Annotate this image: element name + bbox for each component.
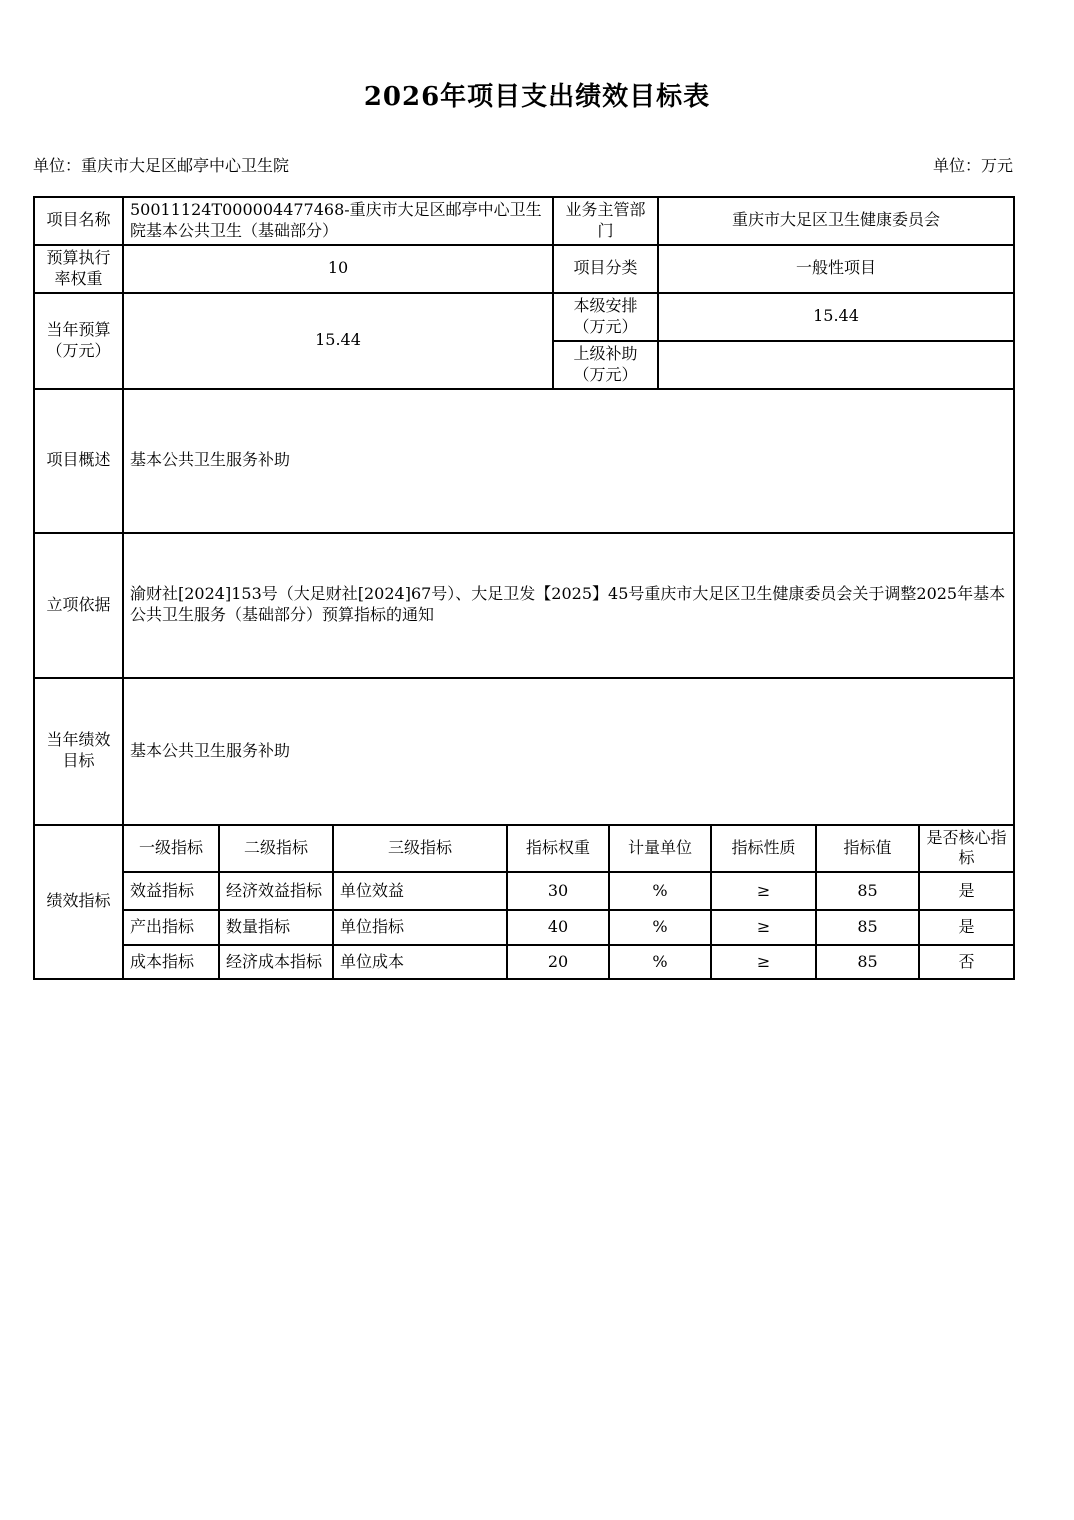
dept-label: 业务主管部门: [553, 197, 658, 245]
indicator-cell-level1: 效益指标: [123, 872, 219, 910]
indicator-cell-nature: ≥: [711, 910, 816, 945]
performance-target-table: [33, 196, 1015, 980]
indicator-row: [34, 910, 1014, 945]
unit-currency-label: 单位：万元: [932, 156, 1013, 175]
indicator-cell-value: 85: [816, 910, 919, 945]
exec-rate-value: 10: [123, 245, 553, 293]
budget-label: 当年预算（万元）: [34, 293, 123, 389]
row-basis: [34, 533, 1014, 678]
overview-value: 基本公共卫生服务补助: [123, 389, 1014, 533]
row-project-name: [34, 197, 1014, 245]
indicator-cell-weight: 40: [507, 910, 609, 945]
indicator-cell-unit: %: [609, 945, 711, 979]
project-name-label: 项目名称: [34, 197, 123, 245]
basis-value: 渝财社[2024]153号（大足财社[2024]67号）、大足卫发【2025】45号重庆市大足区卫生健康委员会关于调整2025年基本公共卫生服务（基础部分）预算指标的通知: [123, 533, 1014, 678]
indicator-cell-core: 是: [919, 872, 1014, 910]
page-title: 2026年项目支出绩效目标表: [363, 82, 711, 112]
indicator-cell-unit: %: [609, 910, 711, 945]
indicator-cell-core: 是: [919, 910, 1014, 945]
indicator-cell-core: 否: [919, 945, 1014, 979]
indicator-cell-level3: 单位效益: [333, 872, 507, 910]
indicator-cell-level3: 单位成本: [333, 945, 507, 979]
superior-subsidy-label: 上级补助（万元）: [553, 341, 658, 389]
indicator-cell-nature: ≥: [711, 945, 816, 979]
exec-rate-label: 预算执行率权重: [34, 245, 123, 293]
row-overview: [34, 389, 1014, 533]
header-nature: 指标性质: [711, 825, 816, 873]
unit-org-label: 单位：重庆市大足区邮亭中心卫生院: [33, 156, 290, 175]
category-value: 一般性项目: [658, 245, 1014, 293]
indicator-cell-value: 85: [816, 872, 919, 910]
indicator-row: [34, 872, 1014, 910]
header-level1: 一级指标: [123, 825, 219, 873]
indicator-cell-level2: 数量指标: [219, 910, 333, 945]
indicator-cell-weight: 20: [507, 945, 609, 979]
superior-subsidy-value: [658, 341, 1014, 389]
header-weight: 指标权重: [507, 825, 609, 873]
indicator-row: [34, 945, 1014, 979]
annual-goal-label: 当年绩效目标: [34, 678, 123, 825]
indicator-cell-value: 85: [816, 945, 919, 979]
header-core: 是否核心指标: [919, 825, 1014, 873]
header-unit: 计量单位: [609, 825, 711, 873]
indicator-cell-level1: 产出指标: [123, 910, 219, 945]
category-label: 项目分类: [553, 245, 658, 293]
local-arrangement-value: 15.44: [658, 293, 1014, 341]
indicator-cell-level2: 经济成本指标: [219, 945, 333, 979]
local-arrangement-label: 本级安排（万元）: [553, 293, 658, 341]
unit-line: [33, 153, 1013, 176]
indicator-cell-unit: %: [609, 872, 711, 910]
indicator-cell-nature: ≥: [711, 872, 816, 910]
indicator-cell-weight: 30: [507, 872, 609, 910]
header-level2: 二级指标: [219, 825, 333, 873]
row-annual-goal: [34, 678, 1014, 825]
header-level3: 三级指标: [333, 825, 507, 873]
budget-value: 15.44: [123, 293, 553, 389]
row-budget-local: [34, 293, 1014, 341]
header-value: 指标值: [816, 825, 919, 873]
basis-label: 立项依据: [34, 533, 123, 678]
indicator-cell-level2: 经济效益指标: [219, 872, 333, 910]
annual-goal-value: 基本公共卫生服务补助: [123, 678, 1014, 825]
indicator-cell-level3: 单位指标: [333, 910, 507, 945]
dept-value: 重庆市大足区卫生健康委员会: [658, 197, 1014, 245]
project-name-value: 50011124T000004477468-重庆市大足区邮亭中心卫生院基本公共卫生（基础部分）: [123, 197, 553, 245]
indicators-section-label: 绩效指标: [34, 825, 123, 980]
indicator-cell-level1: 成本指标: [123, 945, 219, 979]
indicator-header-row: [34, 825, 1014, 873]
row-exec-rate: [34, 245, 1014, 293]
overview-label: 项目概述: [34, 389, 123, 533]
